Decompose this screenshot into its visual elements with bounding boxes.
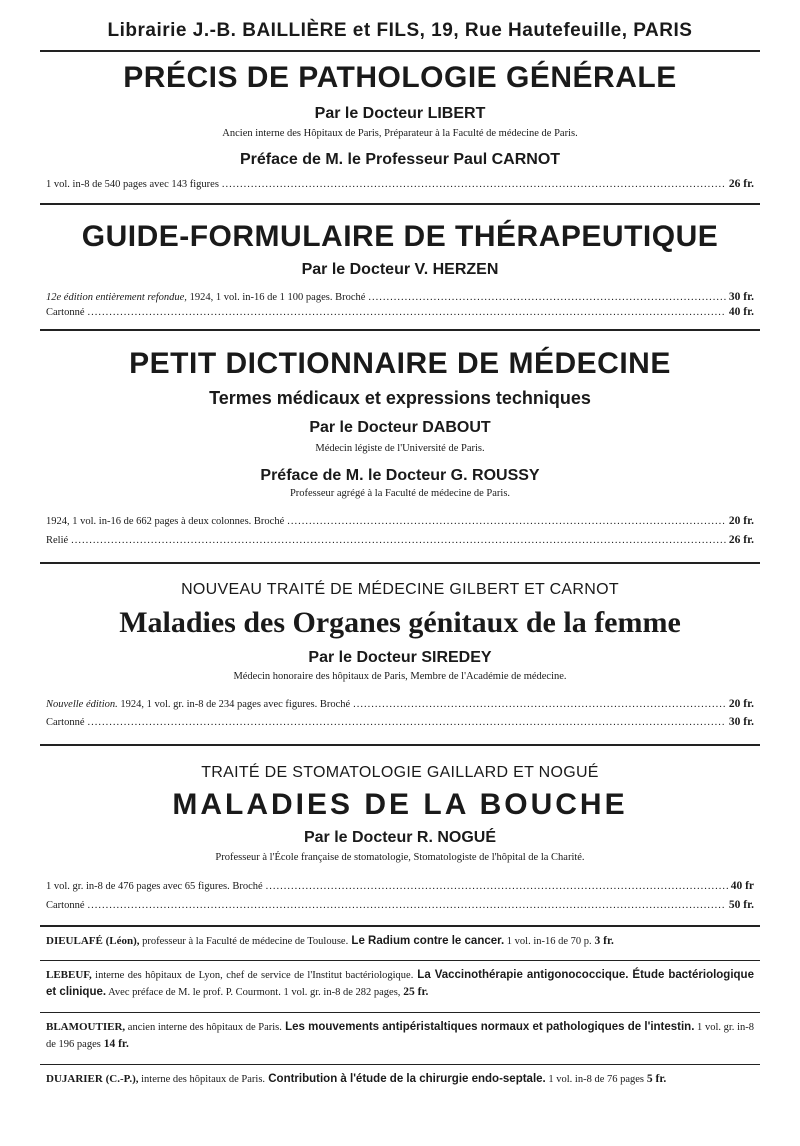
book1-title: PRÉCIS DE PATHOLOGIE GÉNÉRALE (123, 61, 677, 94)
price-line: 1 vol. gr. in-8 de 476 pages avec 65 figures. Broché ..... 40 fr (46, 879, 754, 894)
book3-credentials: Médecin légiste de l'Université de Paris. (315, 443, 485, 454)
entry-dieulafe: DIEULAFÉ (Léon), professeur à la Faculté de médecine de Toulouse. Le Radium contre le cancer. 1 vol. in-16 de 70 p. 3 fr. (46, 935, 614, 947)
price: 20 fr. (728, 698, 754, 710)
price-line: 1924, 1 vol. in-16 de 662 pages à deux colonnes. Broché ..... 20 fr. (46, 514, 754, 529)
price: 40 fr. (728, 306, 754, 318)
price: 26 fr. (728, 534, 754, 546)
book1-preface: Préface de M. le Professeur Paul CARNOT (239, 151, 561, 168)
price: 30 fr. (728, 716, 754, 728)
book5-title: MALADIES DE LA BOUCHE (172, 788, 628, 821)
divider (40, 960, 760, 961)
price-line: Nouvelle édition. 1924, 1 vol. gr. in-8 de 234 pages avec figures. Broché ..... 20 fr. (46, 697, 754, 712)
price: 40 fr (730, 880, 754, 892)
divider (40, 50, 760, 52)
price-line: 12e édition entièrement refondue, 1924, 1 vol. in-16 de 1 100 pages. Broché ..... 30 fr. (46, 290, 754, 305)
price: 50 fr. (728, 899, 754, 911)
price-line: Relié ..... 26 fr. (46, 533, 754, 548)
book4-credentials: Médecin honoraire des hôpitaux de Paris, Membre de l'Académie de médecine. (233, 671, 567, 682)
book3-author: Par le Docteur DABOUT (309, 419, 491, 436)
divider (40, 562, 760, 564)
entry-dujarier: DUJARIER (C.-P.), interne des hôpitaux de Paris. Contribution à l'étude de la chirurgie endo-septale. 1 vol. in-8 de 76 pages 5 fr. (46, 1073, 667, 1085)
book4-title: Maladies des Organes génitaux de la femme (119, 606, 681, 639)
book4-author: Par le Docteur SIREDEY (308, 649, 492, 666)
price: 30 fr. (728, 291, 754, 303)
divider (40, 329, 760, 331)
divider (40, 744, 760, 746)
price-line: Cartonné ..... 50 fr. (46, 898, 754, 913)
entry-blamoutier: BLAMOUTIER, ancien interne des hôpitaux de Paris. Les mouvements antipéristaltiques normaux et pathologiques de l'intestin. 1 vol. gr. in-8 de 196 pages 14 fr. (46, 1021, 754, 1050)
book1-credentials: Ancien interne des Hôpitaux de Paris, Préparateur à la Faculté de médecine de Paris. (222, 128, 578, 139)
book5-author: Par le Docteur R. NOGUÉ (303, 829, 497, 846)
divider (40, 925, 760, 927)
book1-author: Par le Docteur LIBERT (314, 105, 486, 122)
book3-subtitle: Termes médicaux et expressions techniques (209, 388, 591, 408)
publisher-header: Librairie J.-B. BAILLIÈRE et FILS, 19, Rue Hautefeuille, PARIS (107, 20, 693, 41)
price: 26 fr. (728, 178, 754, 190)
price-line: Cartonné ..... 30 fr. (46, 715, 754, 730)
book3-title: PETIT DICTIONNAIRE DE MÉDECINE (129, 347, 671, 380)
book5-series: TRAITÉ DE STOMATOLOGIE GAILLARD ET NOGUÉ (201, 764, 599, 781)
price-line: Cartonné ..... 40 fr. (46, 305, 754, 320)
divider (40, 203, 760, 205)
book2-author: Par le Docteur V. HERZEN (301, 261, 499, 278)
book3-preface-credentials: Professeur agrégé à la Faculté de médecine de Paris. (289, 488, 511, 499)
book5-credentials: Professeur à l'École française de stomatologie, Stomatologiste de l'hôpital de la Charité. (215, 852, 585, 863)
price-line: 1 vol. in-8 de 540 pages avec 143 figures ..... 26 fr. (46, 177, 754, 192)
divider (40, 1012, 760, 1013)
book2-title: GUIDE-FORMULAIRE DE THÉRAPEUTIQUE (81, 220, 719, 253)
price: 20 fr. (728, 515, 754, 527)
entry-lebeuf: LEBEUF, interne des hôpitaux de Lyon, chef de service de l'Institut bactériologique. La Vaccinothérapie antigonococcique. Étude bactériologique et clinique. Avec préface de M. le prof. P. Courmont. 1 vol. gr. in-8 de 282 pages, 25 fr. (46, 969, 754, 998)
book3-preface: Préface de M. le Docteur G. ROUSSY (260, 467, 540, 484)
divider (40, 1064, 760, 1065)
book4-series: NOUVEAU TRAITÉ DE MÉDECINE GILBERT ET CARNOT (181, 581, 619, 598)
